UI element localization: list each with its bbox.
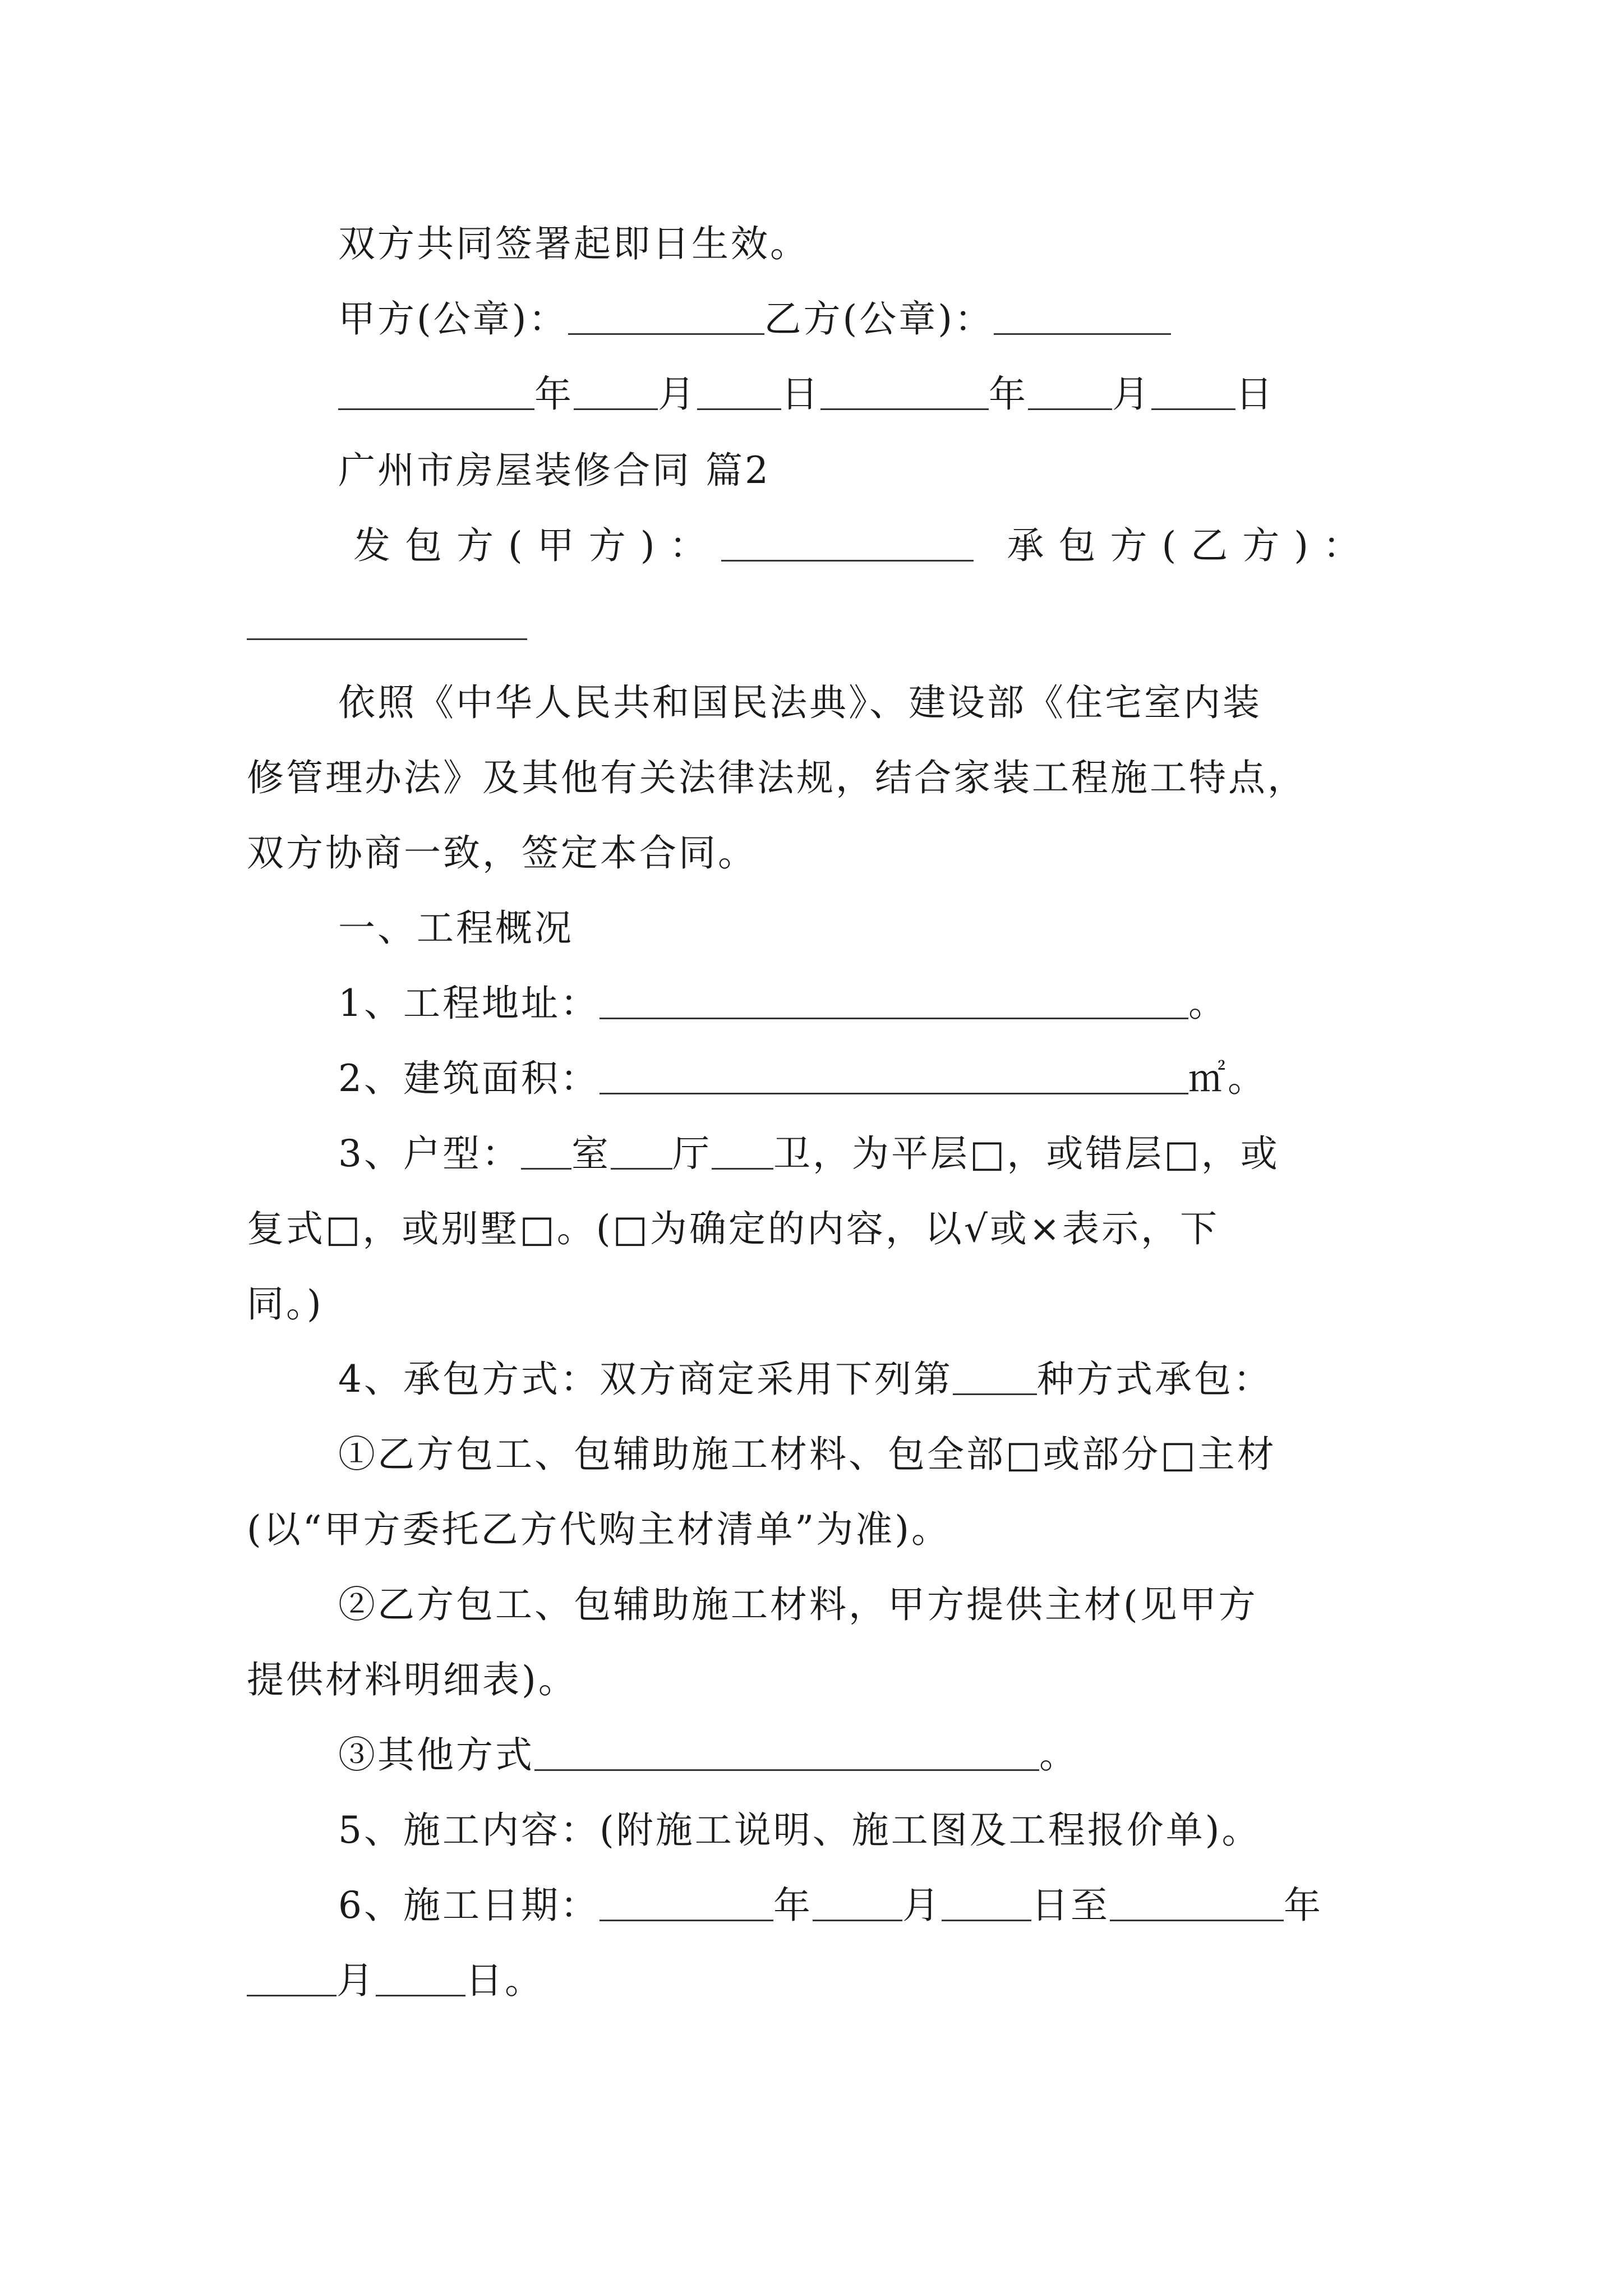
blank-party-b-seal[interactable] [994, 302, 1171, 335]
text-line: 提供材料明细表)。 [247, 1658, 578, 1701]
other-mode-line: ③其他方式 。 [338, 1733, 1078, 1777]
signature-line: 甲方(公章)： 乙方(公章)： [338, 301, 1171, 338]
blank-start-month[interactable] [813, 1888, 902, 1921]
blank-mode-number[interactable] [953, 1362, 1037, 1395]
blank-day-b[interactable] [1151, 377, 1235, 410]
contract-mode-line: 4、承包方式：双方商定采用下列第 种方式承包： [338, 1358, 1272, 1401]
text-line: 同。) [247, 1282, 324, 1326]
blank-rooms[interactable] [521, 1137, 571, 1170]
text-line: ①乙方包工、包辅助施工材料、包全部□或部分□主材 [338, 1433, 1276, 1476]
blank-address[interactable] [600, 986, 1188, 1019]
blank-other-mode[interactable] [534, 1738, 1039, 1771]
blank-contractor[interactable] [247, 607, 527, 640]
blank-baths[interactable] [712, 1137, 773, 1170]
blank-day-a[interactable] [697, 377, 781, 410]
blank-month-b[interactable] [1028, 377, 1112, 410]
building-area-line: 2、建筑面积： ㎡。 [338, 1057, 1267, 1100]
blank-start-year[interactable] [600, 1888, 773, 1921]
date-line: 年 月 日 年 月 日 [338, 376, 1275, 413]
blank-party-a-seal[interactable] [568, 302, 764, 335]
blank-halls[interactable] [611, 1137, 672, 1170]
text-line: ②乙方包工、包辅助施工材料，甲方提供主材(见甲方 [338, 1583, 1258, 1626]
text-line: 依照《中华人民共和国民法典》、建设部《住宅室内装 [338, 681, 1262, 724]
blank-start-day[interactable] [942, 1888, 1031, 1921]
heading-project-overview: 一、工程概况 [338, 907, 574, 950]
section-title: 广州市房屋装修合同 篇2 [338, 449, 771, 492]
blank-year-a[interactable] [338, 377, 534, 410]
blank-month-a[interactable] [574, 377, 658, 410]
project-address-line: 1、工程地址： 。 [338, 982, 1228, 1025]
blank-year-b[interactable] [820, 377, 989, 410]
text-line: 复式□，或别墅□。(□为确定的内容，以√或×表示，下 [247, 1207, 1220, 1250]
blank-area[interactable] [600, 1061, 1188, 1094]
house-type-line: 3、户型： 室 厅 卫，为平层□，或错层□，或 [338, 1132, 1280, 1175]
blank-end-day[interactable] [376, 1963, 465, 1996]
text-line: 双方协商一致，签定本合同。 [247, 831, 757, 875]
construction-date-line: 6、施工日期： 年 月 日至 年 [338, 1884, 1323, 1927]
text-line: 修管理办法》及其他有关法律法规，结合家装工程施工特点， [247, 756, 1307, 799]
blank-end-month[interactable] [247, 1963, 336, 1996]
parties-line: 发包方(甲方)： 承包方(乙方)： [353, 524, 1375, 567]
text-line: 双方共同签署起即日生效。 [338, 222, 809, 265]
construction-date-line-cont: 月 日。 [247, 1962, 544, 1999]
blank-employer[interactable] [721, 528, 974, 562]
parties-line-cont [247, 606, 527, 643]
text-line: 5、施工内容：(附施工说明、施工图及工程报价单)。 [338, 1809, 1261, 1852]
text-line: (以“甲方委托乙方代购主材清单”为准)。 [247, 1508, 951, 1551]
blank-end-year[interactable] [1110, 1888, 1284, 1921]
